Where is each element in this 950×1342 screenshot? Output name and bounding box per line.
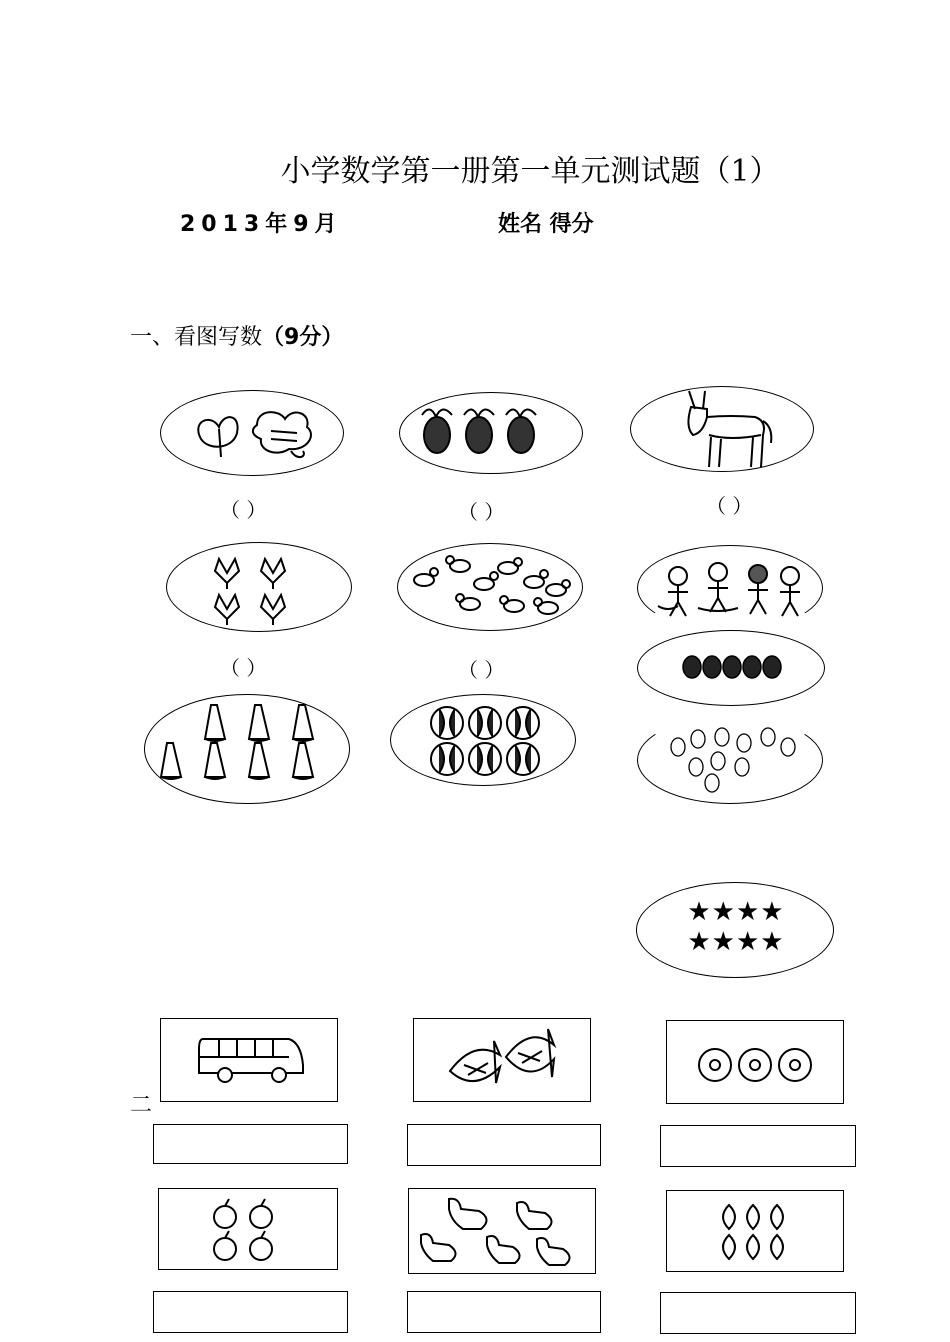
bead-icon bbox=[638, 631, 826, 707]
picture-oval-pineapples bbox=[399, 392, 583, 474]
answer-box-3[interactable] bbox=[660, 1125, 856, 1167]
star-icon: ★★★★ ★★★★ bbox=[687, 897, 785, 957]
answer-paren-2[interactable]: （ ） bbox=[458, 500, 505, 524]
answer-paren-5[interactable]: （ ） bbox=[458, 658, 505, 682]
answer-box-6[interactable] bbox=[660, 1292, 856, 1334]
picture-box-pears bbox=[666, 1190, 844, 1272]
section-one-label: 一、看图写数 bbox=[130, 325, 263, 350]
picture-oval-flowers bbox=[166, 542, 352, 632]
answer-box-5[interactable] bbox=[407, 1291, 601, 1333]
picture-box-fish bbox=[413, 1018, 591, 1102]
answer-paren-1[interactable]: （ ） bbox=[220, 498, 267, 522]
butterfly-icon bbox=[161, 391, 345, 477]
answer-paren-4[interactable]: （ ） bbox=[220, 656, 267, 680]
picture-box-apples bbox=[158, 1188, 338, 1270]
pear-icon bbox=[638, 717, 824, 805]
answer-box-1[interactable] bbox=[153, 1124, 348, 1164]
answer-paren-3[interactable]: （ ） bbox=[706, 494, 753, 518]
page-title: 小学数学第一册第一单元测试题（1） bbox=[280, 154, 780, 189]
picture-oval-balls bbox=[390, 694, 576, 786]
name-score-label: 姓名 得分 bbox=[498, 212, 594, 237]
flower-icon bbox=[167, 543, 353, 633]
picture-oval-butterflies bbox=[160, 390, 344, 476]
rooster-icon bbox=[409, 1189, 597, 1275]
picture-oval-chicks bbox=[397, 543, 583, 631]
picture-oval-donkey bbox=[630, 386, 814, 472]
pineapple-icon bbox=[400, 393, 584, 475]
picture-oval-children bbox=[637, 545, 823, 631]
fish-icon bbox=[414, 1019, 592, 1103]
picture-oval-cones bbox=[144, 694, 350, 804]
picture-oval-pears bbox=[637, 716, 823, 804]
donkey-icon bbox=[631, 387, 815, 473]
answer-box-4[interactable] bbox=[153, 1291, 348, 1333]
picture-oval-beads bbox=[637, 630, 825, 706]
section-two-label: 二 bbox=[130, 1093, 153, 1118]
answer-box-2[interactable] bbox=[407, 1124, 601, 1166]
section-one-points: （9分） bbox=[262, 325, 344, 350]
apple-icon bbox=[159, 1189, 339, 1271]
flower-icon bbox=[667, 1021, 845, 1105]
bus-icon bbox=[161, 1019, 339, 1103]
pear-icon bbox=[667, 1191, 845, 1273]
children-icon bbox=[638, 546, 824, 632]
picture-box-roosters bbox=[408, 1188, 596, 1274]
test-date: 2013年9月 bbox=[180, 212, 343, 237]
picture-box-bus bbox=[160, 1018, 338, 1102]
section-one-heading bbox=[130, 320, 343, 351]
picture-box-flowers bbox=[666, 1020, 844, 1104]
chick-icon bbox=[398, 544, 584, 632]
cone-icon bbox=[145, 695, 351, 805]
picture-oval-stars bbox=[636, 882, 834, 978]
ball-icon bbox=[391, 695, 577, 787]
